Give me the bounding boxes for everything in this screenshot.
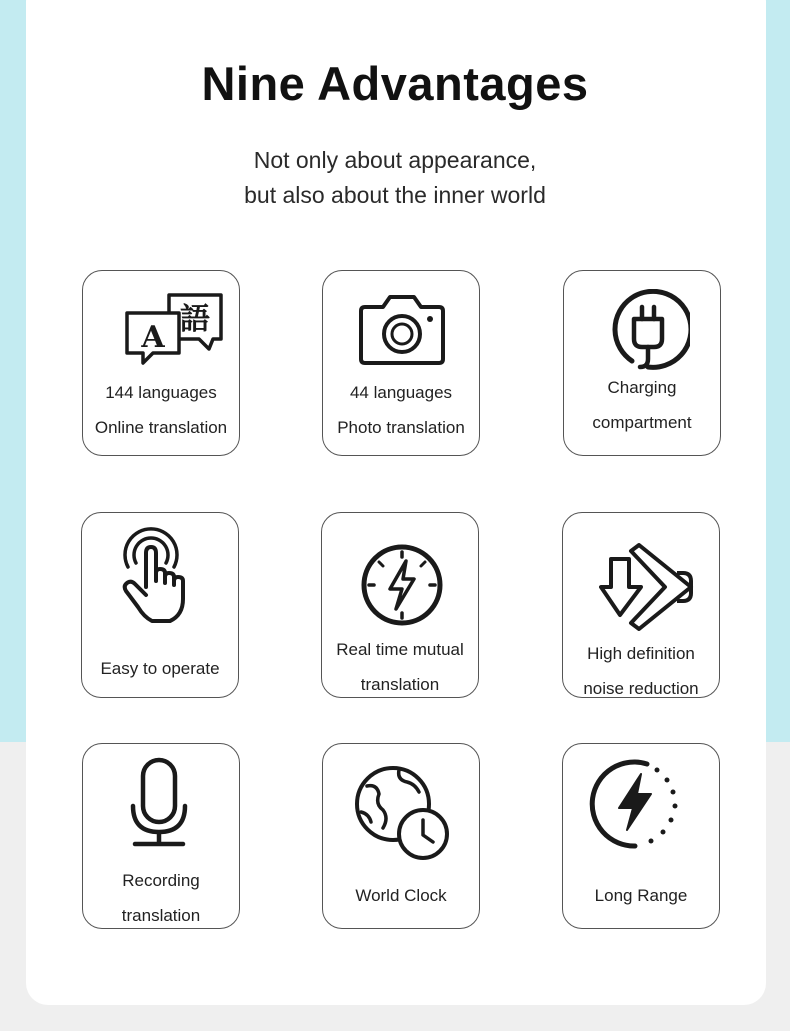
svg-text:A: A [141,320,165,355]
advantage-tile-easy-to-operate [81,512,239,698]
advantage-tile-real-time-translation [321,512,479,698]
advantage-line-2: translation [121,906,201,925]
subtitle-line-1: Not only about appearance, [253,147,537,173]
advantage-line-2: compartment [592,413,692,432]
advantage-line-1: Easy to operate [100,659,220,678]
advantage-line-1: Charging [607,378,677,397]
lightning-gauge-icon [360,543,444,627]
advantage-line-1: Recording [122,871,200,890]
page-title: Nine Advantages [201,57,589,110]
advantage-line-2: Photo translation [337,418,465,437]
svg-text:語: 語 [180,302,210,337]
advantage-line-1: High definition [587,644,695,663]
advantage-line-1: 144 languages [105,383,217,402]
advantage-tile-long-range [562,743,720,929]
advantage-tile-recording-translation [82,743,240,929]
fast-charge-icon [589,754,685,850]
advantage-tile-charging-compartment [563,270,721,456]
charging-plug-icon [606,289,690,373]
advantage-line-1: Long Range [594,886,688,905]
tap-finger-icon [114,525,194,625]
advantage-tile-online-translation [82,270,240,456]
advantage-line-2: Online translation [94,418,228,437]
advantage-line-2: noise reduction [583,679,699,698]
noise-reduction-icon [599,539,695,635]
advantage-tile-noise-reduction [562,512,720,698]
advantage-tile-photo-translation [322,270,480,456]
advantage-tile-world-clock [322,743,480,929]
advantage-line-1: World Clock [355,886,447,905]
advantage-line-2: translation [360,675,440,694]
translate-bubbles-icon [123,277,223,367]
advantage-line-1: 44 languages [349,383,453,402]
microphone-icon [127,756,191,848]
globe-clock-icon [353,764,453,864]
camera-icon [357,291,447,367]
advantage-line-1: Real time mutual [336,640,464,659]
subtitle-line-2: but also about the inner world [244,182,546,208]
